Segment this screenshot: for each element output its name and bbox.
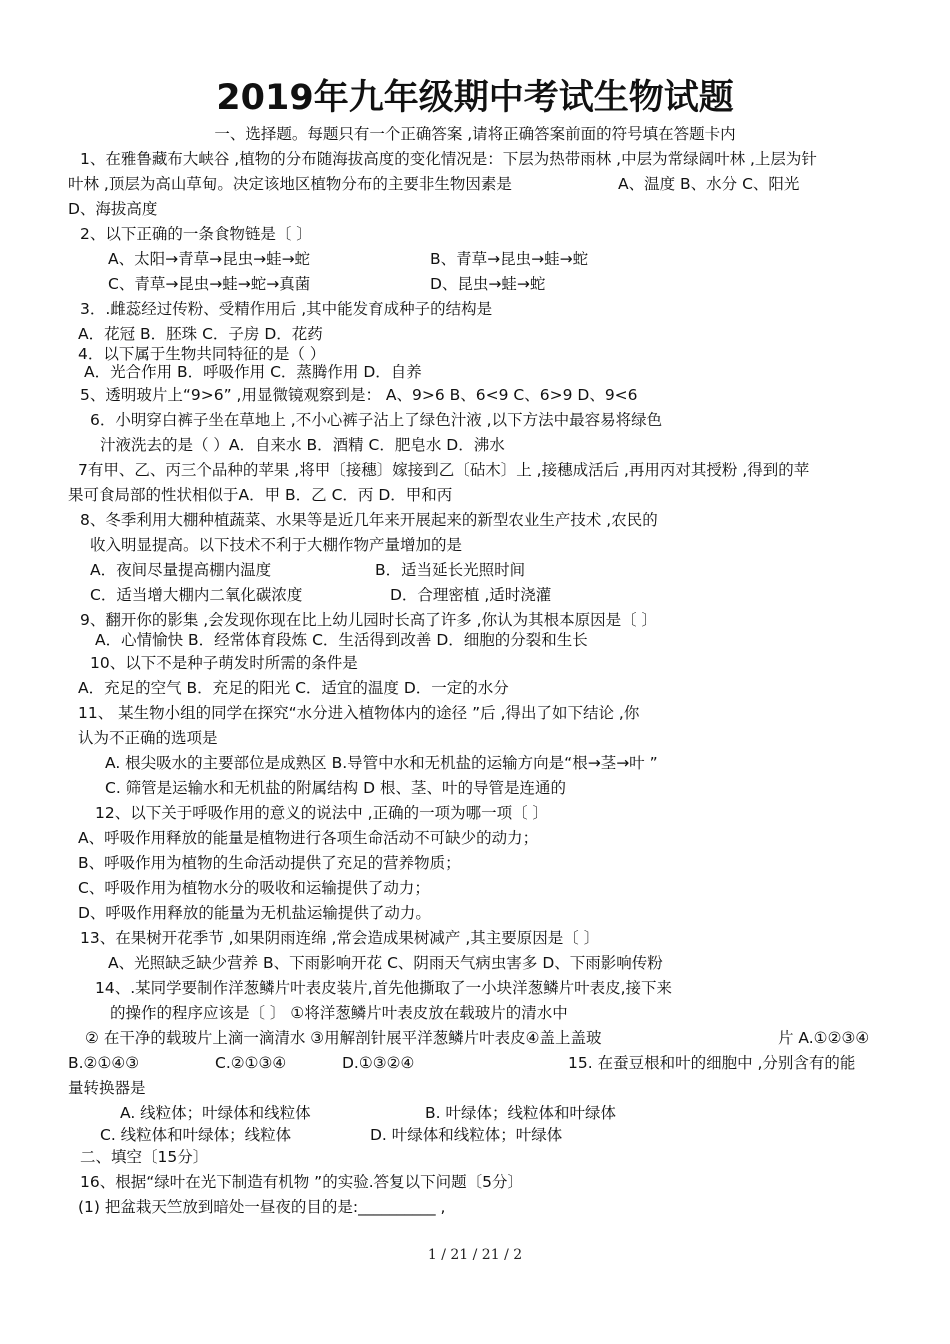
question-text: 13、在果树开花季节 ,如果阴雨连绵 ,常会造成果树减产 ,其主要原因是〔 〕 xyxy=(80,929,600,947)
question-text: 量转换器是 xyxy=(68,1079,146,1097)
question-text: D. 叶绿体和线粒体；叶绿体 xyxy=(370,1126,563,1144)
question-text: A．充足的空气 B．充足的阳光 C．适宜的温度 D．一定的水分 xyxy=(78,679,509,697)
question-text: 果可食局部的性状相似于A．甲 B．乙 C．丙 D．甲和丙 xyxy=(68,486,453,504)
question-text: B.②①④③ xyxy=(68,1054,140,1072)
question-text: D、昆虫→蛙→蛇 xyxy=(430,275,546,293)
question-text: 收入明显提高。以下技术不利于大棚作物产量增加的是 xyxy=(90,536,463,554)
question-text: C. 线粒体和叶绿体；线粒体 xyxy=(100,1126,292,1144)
page-title: 2019年九年级期中考试生物试题 xyxy=(216,78,734,118)
question-text: 二、填空〔15分〕 xyxy=(80,1148,209,1166)
question-text: 2、以下正确的一条食物链是〔 〕 xyxy=(80,225,312,243)
question-text: 3．.雌蕊经过传粉、受精作用后 ,其中能发育成种子的结构是 xyxy=(80,300,493,318)
question-text: A．夜间尽量提高棚内温度 xyxy=(90,561,272,579)
question-text: A、呼吸作用释放的能量是植物进行各项生命活动不可缺少的动力； xyxy=(78,829,539,847)
question-text: 的操作的程序应该是〔 〕 ①将洋葱鳞片叶表皮放在载玻片的清水中 xyxy=(110,1004,568,1022)
question-text: ② 在干净的载玻片上滴一滴清水 ③用解剖针展平洋葱鳞片叶表皮④盖上盖玻 xyxy=(85,1029,602,1047)
question-text: B. 叶绿体；线粒体和叶绿体 xyxy=(425,1104,616,1122)
question-text: 14、.某同学要制作洋葱鳞片叶表皮装片,首先他撕取了一小块洋葱鳞片叶表皮,接下来 xyxy=(95,979,673,997)
question-text: 4．以下属于生物共同特征的是（ ） xyxy=(78,345,326,363)
question-text: D．合理密植 ,适时浇灌 xyxy=(390,586,552,604)
question-text: 16、根据“绿叶在光下制造有机物 ”的实验.答复以下问题〔5分〕 xyxy=(80,1173,524,1191)
section-heading: 一、选择题。每题只有一个正确答案 ,请将正确答案前面的符号填在答题卡内 xyxy=(214,125,736,143)
question-text: A、太阳→青草→昆虫→蛙→蛇 xyxy=(108,250,311,268)
question-text: 10、以下不是种子萌发时所需的条件是 xyxy=(90,654,358,672)
question-text: A．心情愉快 B．经常体育段炼 C．生活得到改善 D．细胞的分裂和生长 xyxy=(95,631,588,649)
page-number: 1 / 21 / 21 / 2 xyxy=(427,1247,523,1263)
question-text: C．适当增大棚内二氧化碳浓度 xyxy=(90,586,303,604)
question-text: 12、以下关于呼吸作用的意义的说法中 ,正确的一项为哪一项〔 〕 xyxy=(95,804,549,822)
question-text: 11、 某生物小组的同学在探究“水分进入植物体内的途径 ”后 ,得出了如下结论 ,你 xyxy=(78,704,640,722)
question-text: 9、翻开你的影集 ,会发现你现在比上幼儿园时长高了许多 ,你认为其根本原因是〔 〕 xyxy=(80,611,657,629)
question-text: 15. 在蚕豆根和叶的细胞中 ,分别含有的能 xyxy=(568,1054,856,1072)
question-text: D、呼吸作用释放的能量为无机盐运输提供了动力。 xyxy=(78,904,431,922)
question-text: 6．小明穿白裤子坐在草地上 ,不小心裤子沾上了绿色汁液 ,以下方法中最容易将绿色 xyxy=(90,411,663,429)
question-text: C. 筛管是运输水和无机盐的附属结构 D 根、茎、叶的导管是连通的 xyxy=(105,779,566,797)
question-text: 叶林 ,顶层为高山草甸。决定该地区植物分布的主要非生物因素是 xyxy=(68,175,512,193)
question-text: D、海拔高度 xyxy=(68,200,158,218)
question-text: C、青草→昆虫→蛙→蛇→真菌 xyxy=(108,275,311,293)
question-text: B．适当延长光照时间 xyxy=(375,561,526,579)
question-text: A、光照缺乏缺少营养 B、下雨影响开花 C、阴雨天气病虫害多 D、下雨影响传粉 xyxy=(108,954,663,972)
question-text: 片 A.①②③④ xyxy=(778,1029,870,1047)
question-text: 7有甲、乙、丙三个品种的苹果 ,将甲〔接穗〕嫁接到乙〔砧木〕上 ,接穗成活后 ,再用丙对其授粉 ,得到的苹 xyxy=(78,461,810,479)
question-text: A．花冠 B．胚珠 C．子房 D．花药 xyxy=(78,325,323,343)
question-text: A、温度 B、水分 C、阳光 xyxy=(618,175,800,193)
question-text: 1、在雅鲁藏布大峡谷 ,植物的分布随海拔高度的变化情况是：下层为热带雨林 ,中层为常绿阔叶林 ,上层为针 xyxy=(80,150,817,168)
question-text: A．光合作用 B．呼吸作用 C．蒸腾作用 D．自养 xyxy=(84,363,422,381)
question-text: A. 线粒体；叶绿体和线粒体 xyxy=(120,1104,311,1122)
question-text: 8、冬季利用大棚种植蔬菜、水果等是近几年来开展起来的新型农业生产技术 ,农民的 xyxy=(80,511,658,529)
question-text: 汁液洗去的是（ ）A．自来水 B．酒精 C．肥皂水 D．沸水 xyxy=(100,436,505,454)
question-text: A. 根尖吸水的主要部位是成熟区 B.导管中水和无机盐的运输方向是“根→茎→叶 ” xyxy=(105,754,658,772)
question-text: D.①③②④ xyxy=(342,1054,415,1072)
question-text: 认为不正确的选项是 xyxy=(78,729,218,747)
question-text: C.②①③④ xyxy=(215,1054,287,1072)
question-text: (1) 把盆栽天竺放到暗处一昼夜的目的是:__________ , xyxy=(78,1198,446,1216)
question-text: C、呼吸作用为植物水分的吸收和运输提供了动力； xyxy=(78,879,430,897)
question-text: B、青草→昆虫→蛙→蛇 xyxy=(430,250,589,268)
question-text: B、呼吸作用为植物的生命活动提供了充足的营养物质； xyxy=(78,854,461,872)
question-text: 5、透明玻片上“9>6” ,用显微镜观察到是： A、9>6 B、6<9 C、6>9 D、9<6 xyxy=(80,386,638,404)
